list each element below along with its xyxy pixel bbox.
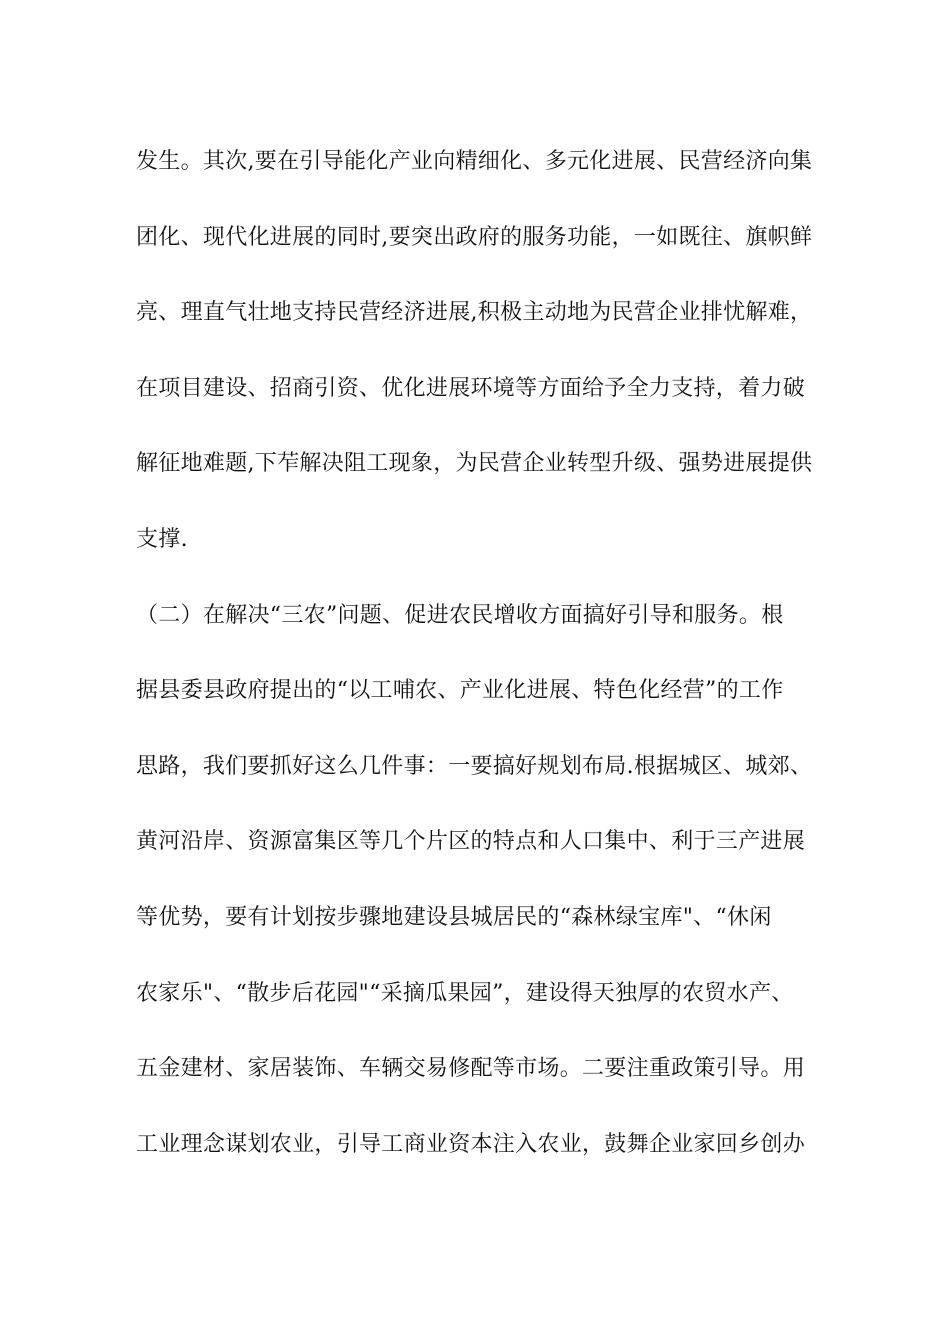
text-line: 发生。其次,要在引导能化产业向精细化、多元化进展、民营经济向集: [136, 149, 813, 174]
text-line: 解征地难题,下苲解决阻工现象，为民营企业转型升级、强势进展提供: [136, 451, 813, 477]
text-line: 据县委县政府提出的“以工哺农、产业化进展、特色化经营”的工作: [136, 678, 784, 704]
text-line: 等优势，要有计划按步骤地建设县城居民的“森林绿宝库"、“休闲: [136, 904, 772, 930]
text-line: 团化、现代化进展的同时,要突出政府的服务功能，一如既往、旗帜鲜: [136, 224, 813, 250]
text-line: 在项目建设、招商引资、优化进展环境等方面给予全力支持，着力破: [136, 375, 806, 401]
text-line: 亮、理直气壮地支持民营经济进展,积极主动地为民营企业排忧解难，: [136, 300, 813, 326]
text-line: 思路，我们要抓好这么几件事：一要搞好规划布局.根据城区、城郊、: [136, 753, 813, 779]
text-line: 黄河沿岸、资源富集区等几个片区的特点和人口集中、利于三产进展: [136, 829, 806, 855]
text-line: 支撑.: [136, 526, 188, 552]
body-text: [136, 140, 816, 1198]
text-line: 五金建材、家居装饰、车辆交易修配等市场。二要注重政策引导。用: [136, 1056, 806, 1082]
text-line: 农家乐"、“散步后花园"“采摘瓜果园”，建设得天独厚的农贸水产、: [136, 980, 794, 1006]
text-line: 工业理念谋划农业，引导工商业资本注入农业，鼓舞企业家回乡创办: [136, 1131, 806, 1157]
section-heading-line: （二）在解决“三农”问题、促进农民增收方面搞好引导和服务。根: [136, 602, 784, 628]
